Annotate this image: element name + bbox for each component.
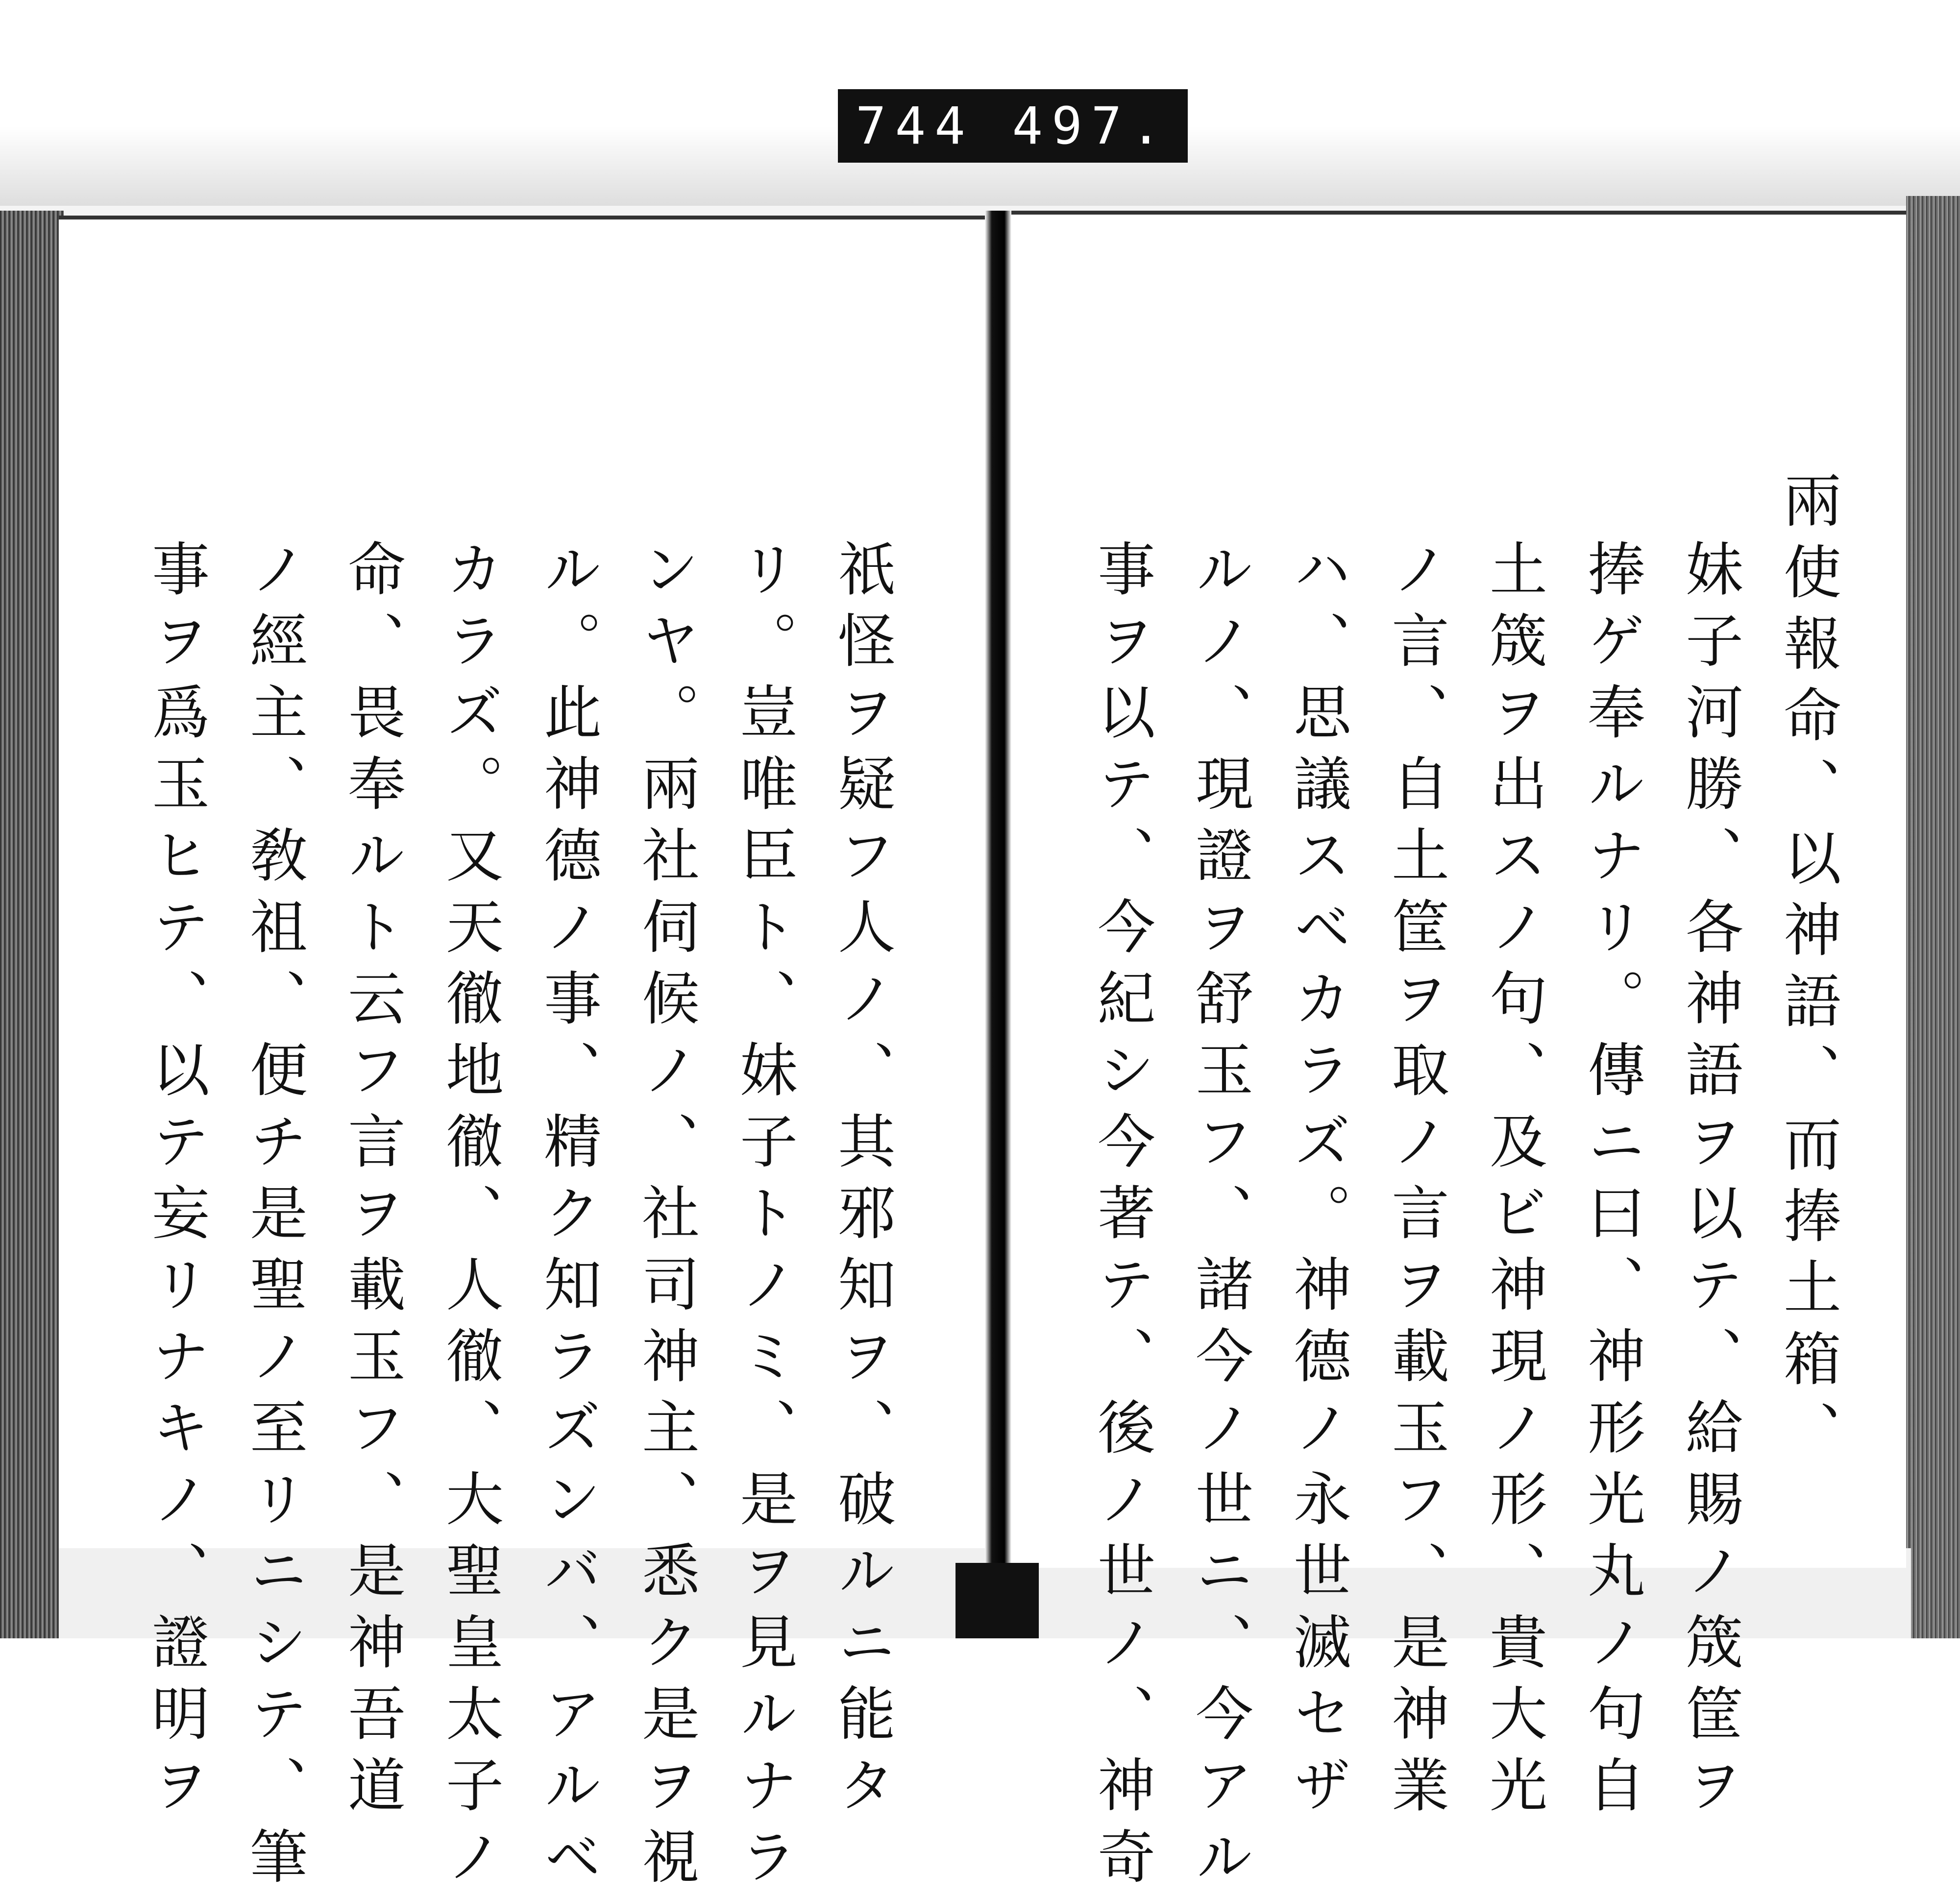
right-col-3: 捧ゲ奉ルナリ。傳ニ曰、神形光丸ノ句自 [1578,539,1645,1826]
left-col-1: 祇怪ヲ疑フ人ノ、其邪知ヲ、破ルニ能タ [828,539,896,1826]
right-col-8: 事ヲ以テ、今紀シ今著テ、後ノ世ノ、神奇 [1088,539,1155,1898]
book-gutter [985,211,1011,1638]
right-col-4: 土筬ヲ出スノ句、及ビ神現ノ形、貴大光 [1480,539,1547,1826]
left-col-6: 命、畏奉ルト云フ言ヲ載玉フ、是神吾道 [338,539,406,1826]
right-col-1: 兩使報命、以神語、而捧土箱、 [1774,470,1841,1472]
left-col-3: ンヤ。兩社伺候ノ、社司神主、悉ク是ヲ視 [632,539,700,1898]
book-edge-right [1906,196,1960,1638]
scan-label-right: 497. [1012,96,1170,156]
left-col-2: リ。豈唯臣ト、妹子トノミ、是ヲ見ルナラ [730,539,798,1898]
left-col-8: 事ヲ爲玉ヒテ、以テ妄リナキノ、證明ヲ [142,539,210,1826]
scan-label-left: 744 [856,96,974,156]
book-edge-left [0,211,64,1638]
left-col-7: ノ經主、敎祖、便チ是聖ノ至リニシテ、筆 [240,539,308,1898]
right-col-2: 妹子河勝、各神語ヲ以テ、給賜ノ筬筐ヲ [1676,539,1743,1826]
gutter-shadow [956,1563,1039,1638]
right-col-7: ルノ、現證ヲ舒玉フ、諸今ノ世ニ、今アル [1186,539,1253,1898]
right-col-5: ノ言、自土筐ヲ取ノ言ヲ載玉フ、是神業 [1382,539,1449,1826]
left-col-4: ル。此神德ノ事、精ク知ラズンバ、アルベ [534,539,602,1898]
scan-reference-label [838,89,1188,163]
left-col-5: カラズ。又天徹地徹、人徹、大聖皇太子ノ [436,539,504,1898]
right-col-6: ハ、思議スベカラズ。神德ノ永世滅セザ [1284,539,1351,1826]
